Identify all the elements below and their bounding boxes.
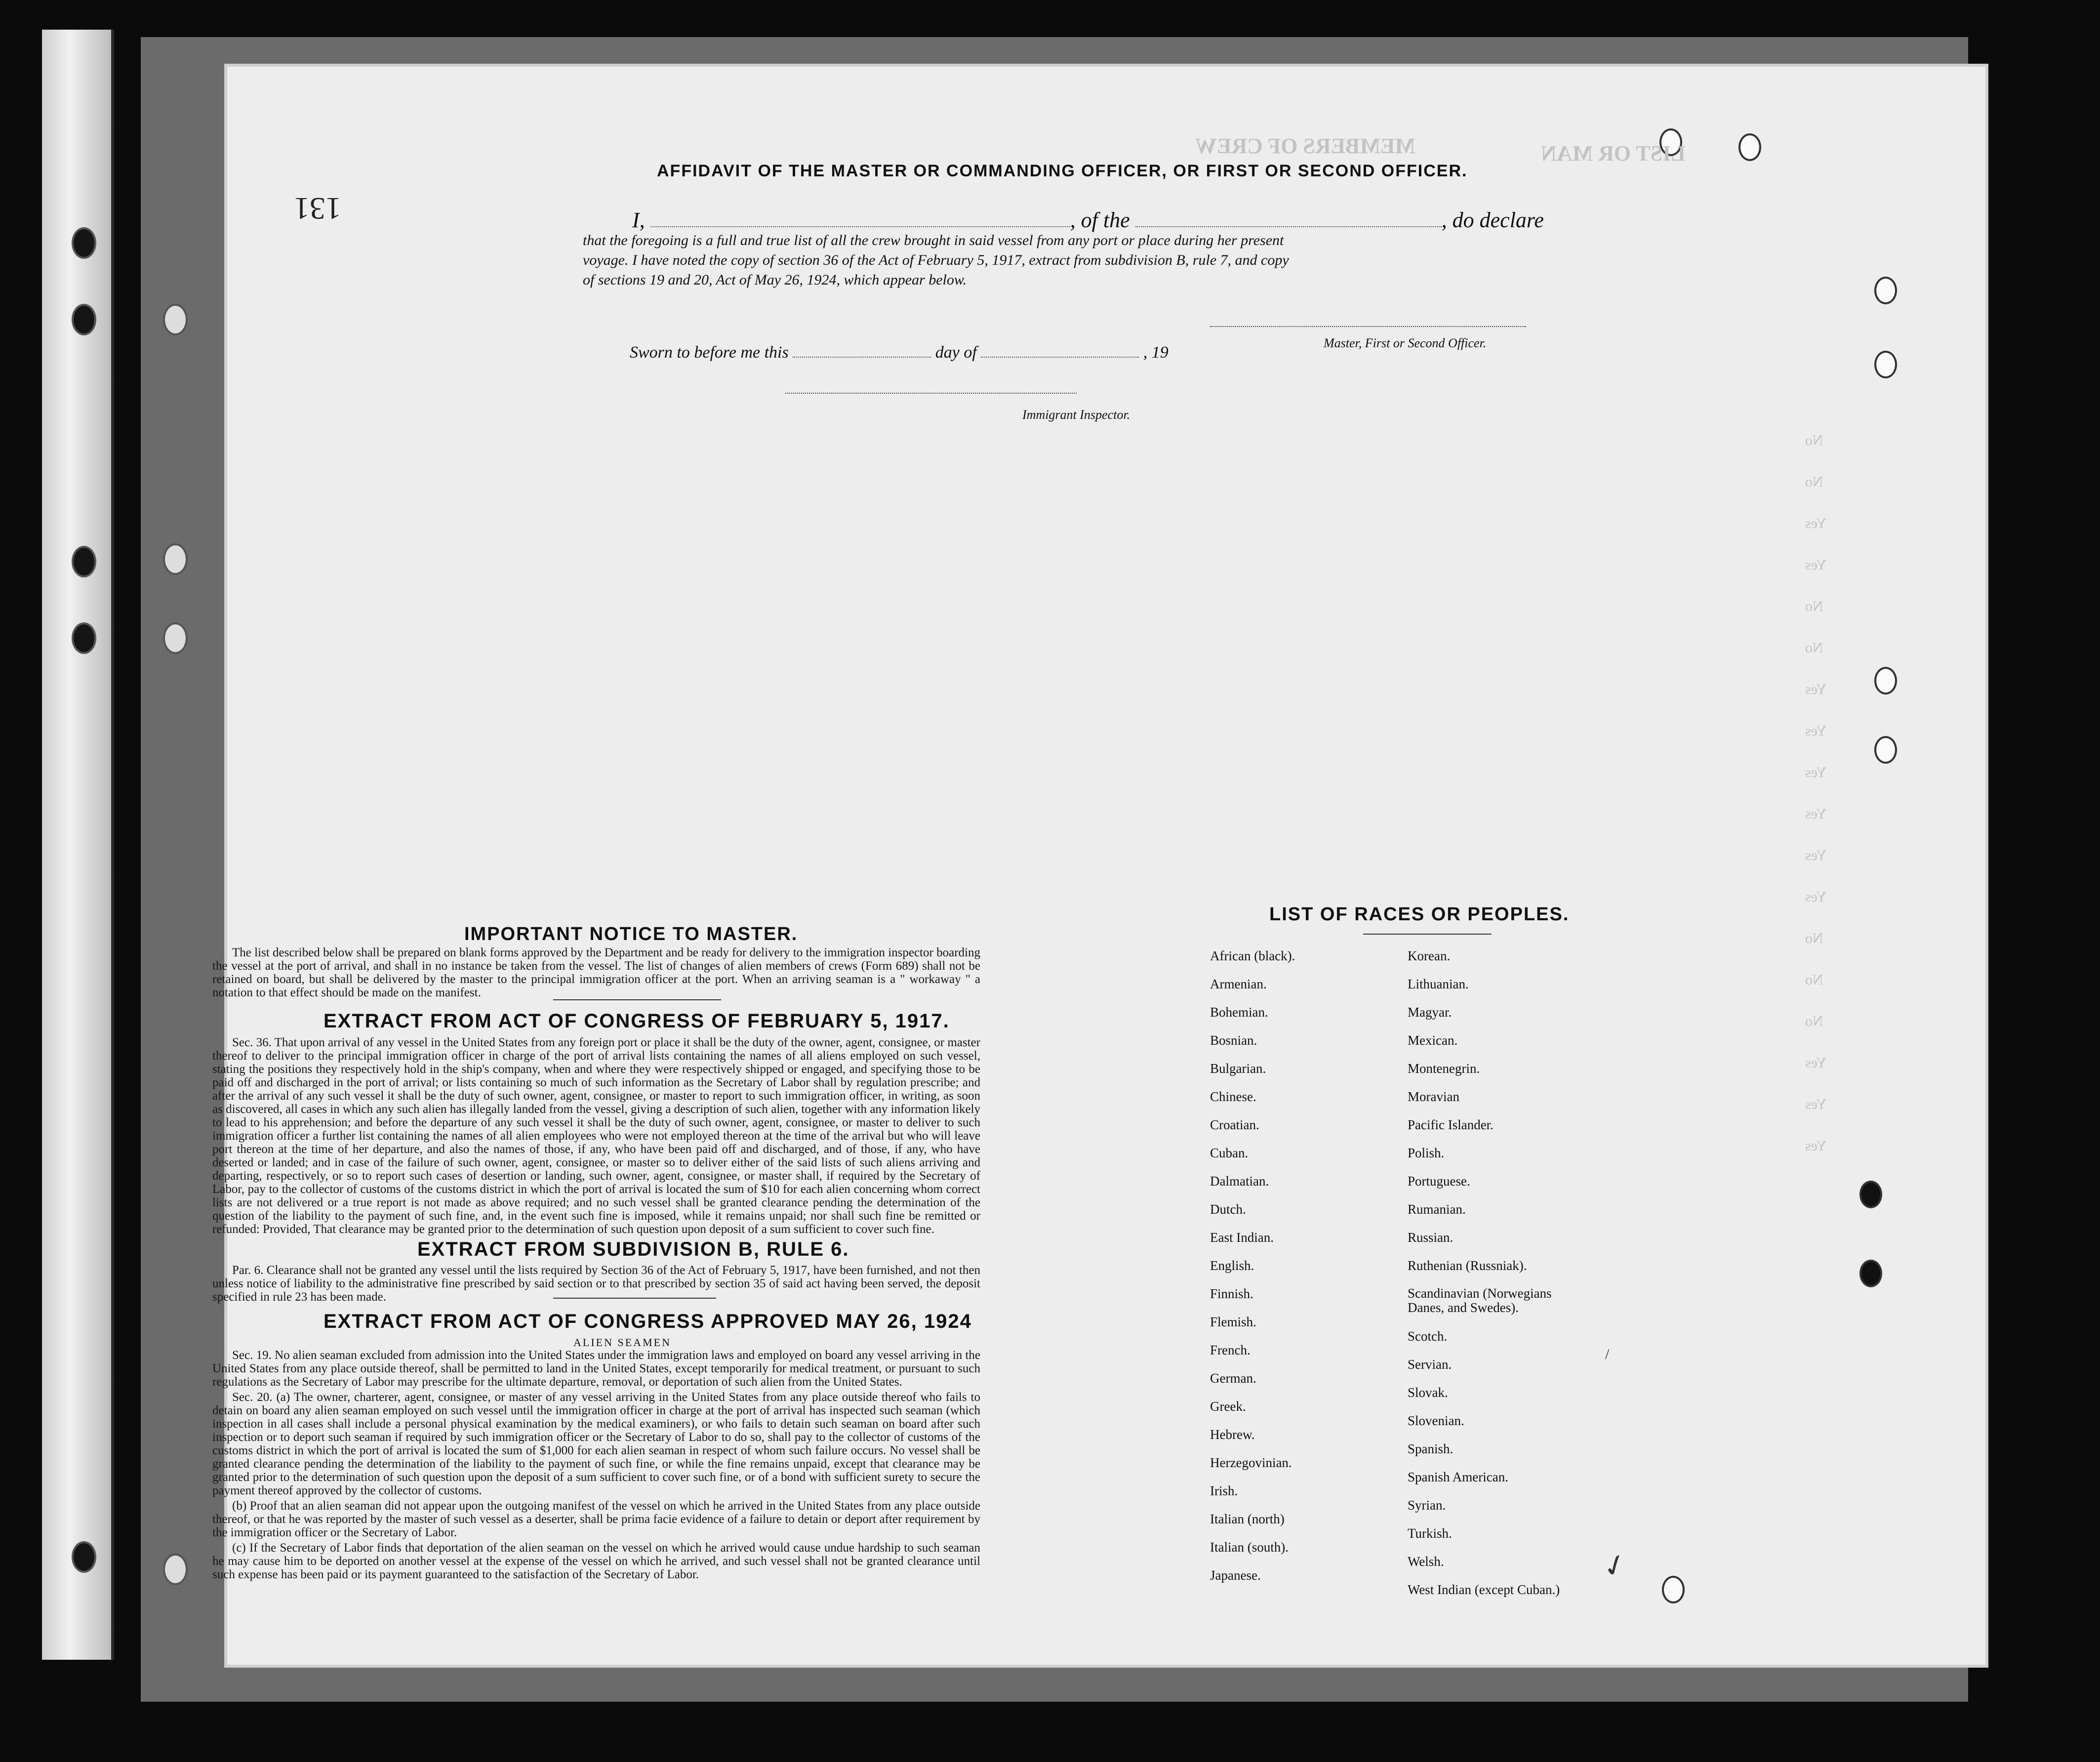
race-item: Greek. xyxy=(1210,1399,1246,1414)
extract-rule6-title: EXTRACT FROM SUBDIVISION B, RULE 6. xyxy=(417,1238,849,1260)
race-item: Italian (south). xyxy=(1210,1540,1289,1555)
race-item: West Indian (except Cuban.) xyxy=(1408,1582,1560,1597)
race-item: Spanish American. xyxy=(1408,1470,1508,1484)
bleed-through-cell: No xyxy=(1805,1013,1823,1029)
master-signature-label: Master, First or Second Officer. xyxy=(1324,336,1487,350)
bleed-through-cell: No xyxy=(1805,640,1823,656)
race-item: Syrian. xyxy=(1408,1498,1446,1513)
notice-title: IMPORTANT NOTICE TO MASTER. xyxy=(464,924,798,944)
race-item: Dalmatian. xyxy=(1210,1174,1269,1188)
race-item: Slovenian. xyxy=(1408,1413,1464,1428)
margin-hole xyxy=(163,304,188,335)
page-number: 131 xyxy=(294,191,341,226)
bleed-through-header: LIST OR MAN xyxy=(1541,141,1686,165)
bleed-through-cell: No xyxy=(1805,474,1823,490)
extract-1924-subtitle: ALIEN SEAMEN xyxy=(573,1336,671,1349)
race-item: Armenian. xyxy=(1210,977,1267,991)
bleed-through-cell: No xyxy=(1805,930,1823,946)
bleed-through-cell: Yes xyxy=(1805,557,1827,573)
bleed-through-cell: Yes xyxy=(1805,847,1827,863)
races-left-column xyxy=(1210,948,1295,1596)
race-item: Rumanian. xyxy=(1408,1202,1466,1217)
race-item: Finnish. xyxy=(1210,1286,1253,1301)
sworn-month-blank[interactable] xyxy=(981,357,1139,358)
binder-strip xyxy=(42,30,114,1660)
margin-hole xyxy=(163,1554,188,1585)
extract-1917-title: EXTRACT FROM ACT OF CONGRESS OF FEBRUARY 5, 1917. xyxy=(323,1010,950,1032)
affidavit-line-4: of sections 19 and 20, Act of May 26, 1924, which appear below. xyxy=(583,272,967,288)
affidavit-title: AFFIDAVIT OF THE MASTER OR COMMANDING OFFICER, OR FIRST OR SECOND OFFICER. xyxy=(657,162,1468,180)
divider xyxy=(553,999,721,1000)
race-item: Croatian. xyxy=(1210,1117,1259,1132)
race-item: Montenegrin. xyxy=(1408,1061,1480,1076)
affidavit-line-3: voyage. I have noted the copy of section 36 of the Act of February 5, 1917, extract from subdivision B, rule 7, and copy xyxy=(583,252,1289,268)
punch-hole xyxy=(1859,1181,1882,1208)
master-signature-line[interactable] xyxy=(1210,326,1526,327)
binder-hole xyxy=(72,1541,96,1573)
extract-1917-body: Sec. 36. That upon arrival of any vessel in the United States from any foreign port or place it shall be the duty of the owner, agent, consignee, or master thereof to deliver to the principal immigration officer in charge of the port of arrival lists containing the names of all aliens employed on such vessel, stating the positions they respectively hold in the ship's company, when and where they were respectively shipped or engaged, and specifying those to be paid off and discharged in the port of arrival; or lists containing so much of such information as the Secretary of Labor shall by regulation prescribe; and after the arrival of any such vessel it shall be the duty of such owner, agent, consignee, or master to report to such immigration officer, in writing, as soon as discovered, all cases in which any such alien has illegally landed from the vessel, giving a description of such alien, together with any information likely to lead to his apprehension; and before the departure of any such vessel it shall be the duty of such owner, agent, consignee, or master to deliver to such immigration officer a further list containing the names of all alien employees who were not employed thereon at the time of the arrival but who will leave port thereon at the time of her departure, and also the names of those, if any, who have been paid off and discharged, and of those, if any, who have deserted or landed; and in case of the failure of such owner, agent, consignee, or master so to deliver either of the said lists of such aliens arriving and departing, respectively, or so to report such cases of desertion or landing, such owner, agent, consignee, or master shall, if required by the Secretary of Labor, pay to the collector of customs of the customs district in which the port of arrival is located the sum of $10 for each alien concerning whom correct lists are not delivered or a true report is not made as above required; and no such vessel shall be granted clearance pending the determination of the question of the liability to the payment of such fine, and, in the event such fine is imposed, while it remains unpaid; nor shall such fine be remitted or refunded: Provided, That clearance may be granted prior to the determination of such question upon deposit of a sum sufficient to cover such fine. xyxy=(212,1036,980,1236)
punch-hole xyxy=(1662,1576,1685,1603)
extract-1924-body: Sec. 19. No alien seaman excluded from admission into the United States under the immigration laws and employed on board any vessel arriving in the United States from any place outside thereof, shall be permitted to land in the United States, except temporarily for medical treatment, or pursuant to such regulations as the Secretary of Labor may prescribe for the ultimate departure, removal, or deportation of such alien from the United States. Sec. 20. (a) The owner, charterer, agent, consignee, or master of any vessel arriving in the United States from any place outside thereof who fails to detain on board any alien seaman employed on such vessel until the immigration officer in charge at the port of arrival has inspected such seaman (which inspection in all cases shall include a personal physical examination by the medical examiners), or who fails to detain such seaman on board after such inspection or to deport such seaman if required by such immigration officer or the Secretary of Labor to do so, shall pay to the collector of customs of the customs district in which the port of arrival is located the sum of $1,000 for each alien seaman in respect of whom such failure occurs. No vessel shall be granted clearance pending the determination of the liability to the payment of such fine, or while the fine remains unpaid, except that clearance may be granted prior to the determination of such question upon the deposit of a sum sufficient to cover such fine, or of a bond with sufficient surety to secure the payment thereof approved by the collector of customs. (b) Proof that an alien seaman did not appear upon the outgoing manifest of the vessel on which he arrived in the United States from any place outside thereof, or that he was reported by the master of such vessel as a deserter, shall be prima facie evidence of a failure to detain or deport after requirement by the immigration officer or the Secretary of Labor. (c) If the Secretary of Labor finds that deportation of the alien seaman on the vessel on which he arrived would cause undue hardship to such seaman he may cause him to be deported on another vessel at the expense of the vessel on which he arrived, and such vessel shall not be granted clearance until such expense has been paid or its payment guaranteed to the satisfaction of the Secretary of Labor. xyxy=(212,1349,980,1581)
races-title: LIST OF RACES OR PEOPLES. xyxy=(1269,904,1570,925)
inspector-label: Immigrant Inspector. xyxy=(1022,408,1131,422)
race-item: Cuban. xyxy=(1210,1146,1249,1160)
races-right-column xyxy=(1408,948,1575,1610)
race-item: Ruthenian (Russniak). xyxy=(1408,1258,1527,1273)
race-item: East Indian. xyxy=(1210,1230,1274,1245)
punch-hole xyxy=(1874,277,1897,304)
declarant-name-blank[interactable] xyxy=(650,226,1070,227)
binder-hole xyxy=(72,304,96,335)
race-item: Italian (north) xyxy=(1210,1512,1285,1526)
binder-hole xyxy=(72,227,96,259)
sworn-line: Sworn to before me this day of , 19 xyxy=(630,343,1169,362)
race-item: Russian. xyxy=(1408,1230,1454,1245)
punch-hole xyxy=(1738,133,1761,161)
race-item: German. xyxy=(1210,1371,1256,1386)
bleed-through-cell: No xyxy=(1805,432,1823,449)
race-item: French. xyxy=(1210,1343,1251,1357)
race-item: Portuguese. xyxy=(1408,1174,1470,1188)
margin-hole xyxy=(163,622,188,654)
vessel-name-blank[interactable] xyxy=(1135,226,1442,227)
form-page xyxy=(212,67,1985,1665)
tick-mark: / xyxy=(1605,1346,1610,1362)
punch-hole xyxy=(1874,667,1897,695)
race-item: Hebrew. xyxy=(1210,1427,1255,1442)
bleed-through-header: MEMBERS OF CREW xyxy=(1195,134,1415,158)
race-item: Slovak. xyxy=(1408,1385,1448,1400)
race-item: Moravian xyxy=(1408,1089,1459,1104)
bleed-through-cell: Yes xyxy=(1805,764,1827,780)
race-item: Korean. xyxy=(1408,948,1451,963)
race-item: Lithuanian. xyxy=(1408,977,1469,991)
binder-hole xyxy=(72,546,96,577)
race-item: Bohemian. xyxy=(1210,1005,1268,1020)
affidavit-line-2: that the foregoing is a full and true list of all the crew brought in said vessel from any port or place during her present xyxy=(583,232,1284,248)
check-mark: ✓ xyxy=(1598,1546,1633,1586)
inspector-signature-line[interactable] xyxy=(785,393,1077,394)
race-item: Scandinavian (Norwegians Danes, and Swedes). xyxy=(1408,1286,1552,1315)
bleed-through-cell: Yes xyxy=(1805,515,1827,532)
margin-hole xyxy=(163,543,188,575)
binder-hole xyxy=(72,622,96,654)
punch-hole xyxy=(1859,1260,1882,1287)
race-item: Servian. xyxy=(1408,1357,1452,1372)
race-item: Flemish. xyxy=(1210,1314,1256,1329)
punch-hole xyxy=(1874,351,1897,378)
bleed-through-cell: Yes xyxy=(1805,723,1827,739)
race-item: Spanish. xyxy=(1408,1441,1454,1456)
divider xyxy=(553,1298,716,1299)
race-item: Welsh. xyxy=(1408,1554,1444,1569)
bleed-through-cell: Yes xyxy=(1805,1096,1827,1112)
race-item: Bosnian. xyxy=(1210,1033,1257,1048)
bleed-through-cell: Yes xyxy=(1805,1138,1827,1154)
race-item: Scotch. xyxy=(1408,1329,1448,1344)
race-item: English. xyxy=(1210,1258,1254,1273)
extract-rule6-body: Par. 6. Clearance shall not be granted any vessel until the lists required by Section 36 of the Act of February 5, 1917, have been furnished, and not then unless notice of liability to the administrative fine prescribed by said section or to that prescribed by section 35 of said act having been served, the deposit specified in rule 23 has been made. xyxy=(212,1264,980,1304)
punch-hole xyxy=(1874,736,1897,764)
race-item: Mexican. xyxy=(1408,1033,1458,1048)
notice-body: The list described below shall be prepared on blank forms approved by the Department and be ready for delivery to the immigration inspector boarding the vessel at the port of arrival, and shall in no instance be taken from the vessel. The list of changes of alien members of crews (Form 689) shall not be retained on board, but shall be delivered by the master to the principal immigration officer at the port. When an arriving seaman is a " workaway " a notation to that effect should be made on the manifest. xyxy=(212,946,980,999)
bleed-through-cell: No xyxy=(1805,972,1823,988)
bleed-through-cell: Yes xyxy=(1805,889,1827,905)
extract-1924-title: EXTRACT FROM ACT OF CONGRESS APPROVED MAY 26, 1924 xyxy=(323,1311,972,1332)
divider xyxy=(1363,934,1492,935)
race-item: Herzegovinian. xyxy=(1210,1455,1292,1470)
bleed-through-cell: Yes xyxy=(1805,681,1827,697)
race-item: Dutch. xyxy=(1210,1202,1246,1217)
bleed-through-cell: Yes xyxy=(1805,806,1827,822)
sworn-date-blank[interactable] xyxy=(793,357,931,358)
race-item: African (black). xyxy=(1210,948,1295,963)
race-item: Japanese. xyxy=(1210,1568,1261,1583)
affidavit-line-1: I, , of the , do declare xyxy=(632,208,1544,232)
bleed-through-cell: Yes xyxy=(1805,1055,1827,1071)
bleed-through-cell: No xyxy=(1805,598,1823,615)
race-item: Magyar. xyxy=(1408,1005,1452,1020)
race-item: Irish. xyxy=(1210,1483,1238,1498)
race-item: Polish. xyxy=(1408,1146,1445,1160)
race-item: Chinese. xyxy=(1210,1089,1256,1104)
race-item: Turkish. xyxy=(1408,1526,1452,1541)
race-item: Bulgarian. xyxy=(1210,1061,1266,1076)
race-item: Pacific Islander. xyxy=(1408,1117,1494,1132)
